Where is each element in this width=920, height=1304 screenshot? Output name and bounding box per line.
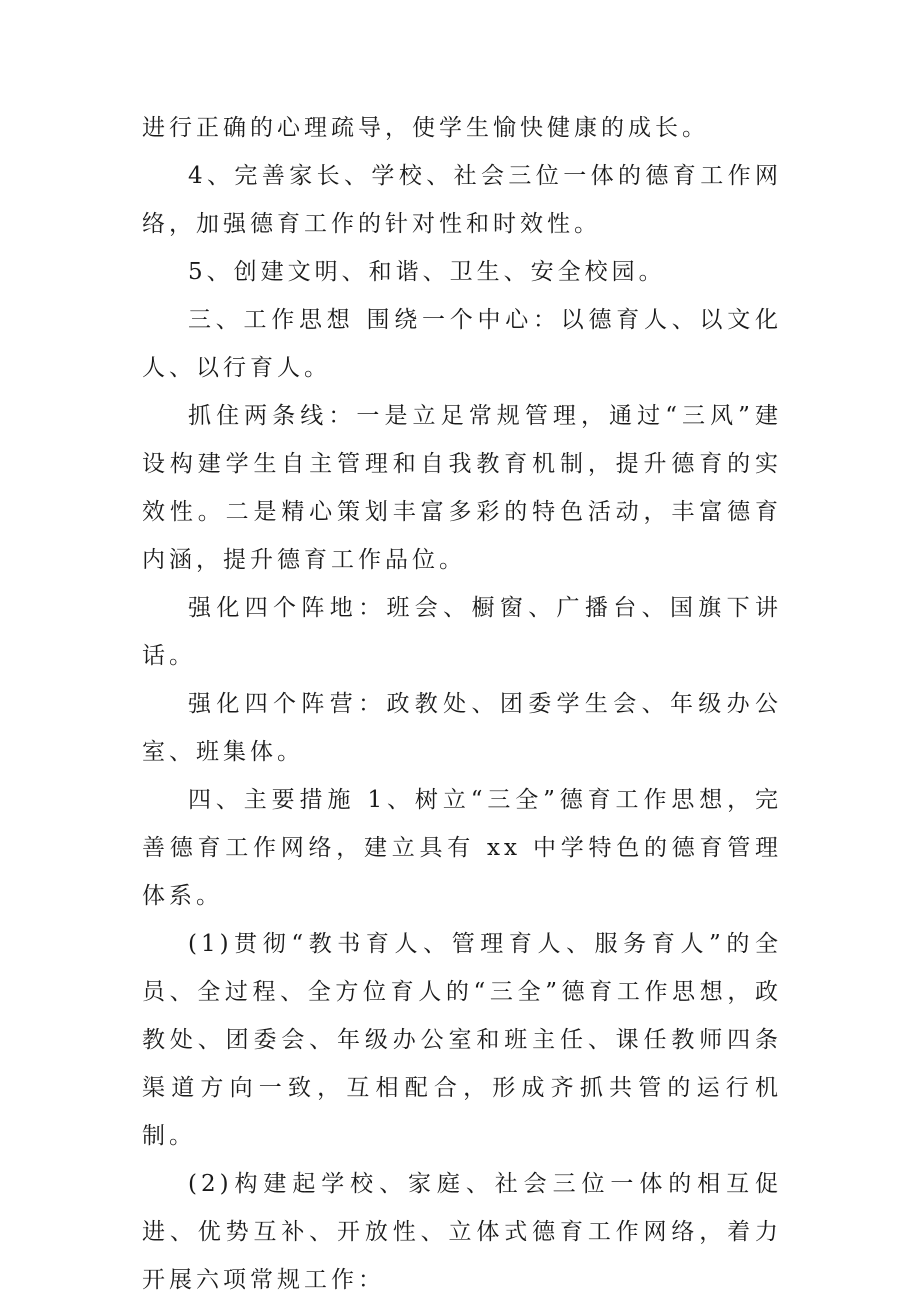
paragraph-10: (2)构建起学校、家庭、社会三位一体的相互促进、优势互补、开放性、立体式德育工作网络，着力开展六项常规工作：: [142, 1171, 782, 1293]
document-body: [142, 104, 782, 1304]
paragraph-5: 抓住两条线：一是立足常规管理，通过“三风”建设构建学生自主管理和自我教育机制，提升德育的实效性。二是精心策划丰富多彩的特色活动，丰富德育内涵，提升德育工作品位。: [142, 403, 782, 573]
paragraph-9: (1)贯彻“教书育人、管理育人、服务育人”的全员、全过程、全方位育人的“三全”德育工作思想，政教处、团委会、年级办公室和班主任、课任教师四条渠道方向一致，互相配合，形成齐抓共管的运行机制。: [142, 931, 782, 1149]
paragraph-2: 4、完善家长、学校、社会三位一体的德育工作网络，加强德育工作的针对性和时效性。: [142, 163, 782, 237]
paragraph-8: 四、主要措施 1、树立“三全”德育工作思想，完善德育工作网络，建立具有 xx 中学特色的德育管理体系。: [142, 787, 782, 909]
paragraph-4: 三、工作思想 围绕一个中心：以德育人、以文化人、以行育人。: [142, 307, 782, 381]
paragraph-3: 5、创建文明、和谐、卫生、安全校园。: [188, 259, 666, 285]
paragraph-1: 进行正确的心理疏导，使学生愉快健康的成长。: [142, 115, 709, 141]
paragraph-7: 强化四个阵营：政教处、团委学生会、年级办公室、班集体。: [142, 691, 782, 765]
paragraph-6: 强化四个阵地：班会、橱窗、广播台、国旗下讲话。: [142, 595, 782, 669]
